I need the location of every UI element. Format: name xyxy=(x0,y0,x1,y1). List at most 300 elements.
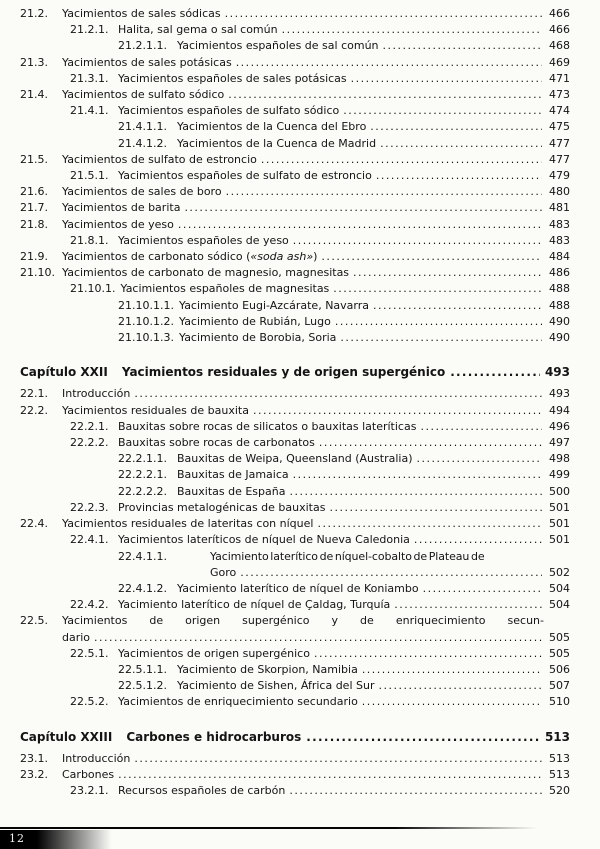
toc-entry-page-number: 490 xyxy=(549,331,570,345)
toc-entry-number: 21.10.1.2. xyxy=(118,314,174,328)
toc-entry-body xyxy=(62,249,570,265)
toc-entry-number: 22.4. xyxy=(20,517,48,531)
toc-entry-page-number: 471 xyxy=(549,71,570,85)
toc-entry xyxy=(20,767,570,783)
toc-entry xyxy=(70,233,570,249)
toc-entry xyxy=(118,484,570,500)
dotted-leader xyxy=(358,662,542,678)
toc-entry-body xyxy=(118,694,570,710)
toc-entry-page-number: 488 xyxy=(549,298,570,312)
toc-entry xyxy=(118,549,570,581)
toc-entry-page-number: 499 xyxy=(549,468,570,482)
toc-entry xyxy=(20,516,570,532)
toc-entry-body xyxy=(177,119,570,135)
toc-entry-title: Bauxitas sobre rocas de silicatos o bauxitas lateríticas xyxy=(118,419,417,433)
toc-entry xyxy=(20,200,570,216)
toc-entry-number: 22.2.2. xyxy=(70,436,109,450)
toc-entry xyxy=(118,330,570,346)
toc-entry xyxy=(70,646,570,662)
toc-entry-number: 21.8. xyxy=(20,217,48,231)
toc-entry-body xyxy=(62,55,570,71)
toc-entry-number: 22.5.1.2. xyxy=(118,679,167,693)
toc-entry-page-number: 466 xyxy=(549,7,570,20)
toc-entry-page-number: 504 xyxy=(549,581,570,595)
toc-entry-line1 xyxy=(120,281,570,297)
dotted-leader xyxy=(379,38,542,54)
dotted-leader xyxy=(317,249,542,265)
toc-chapter-body xyxy=(122,364,570,380)
toc-entry-body xyxy=(177,484,570,500)
toc-entry-body xyxy=(62,184,570,200)
toc-entry-title: Yacimientos de barita xyxy=(62,201,181,215)
toc-entry-title: Bauxitas de España xyxy=(177,484,286,498)
toc-entry xyxy=(70,22,570,38)
toc-entry-body xyxy=(62,152,570,168)
toc-entry-body xyxy=(118,500,570,516)
dotted-leader xyxy=(331,314,542,330)
toc-entry-title: Recursos españoles de carbón xyxy=(118,784,286,798)
toc-entry-page-number: 469 xyxy=(549,55,570,69)
toc-entry-body xyxy=(118,168,570,184)
toc-entry xyxy=(70,783,570,799)
toc-entry-title: Yacimientos de sales sódicas xyxy=(62,7,221,20)
toc-entry xyxy=(20,152,570,168)
footer-page-number: 12 xyxy=(9,832,25,845)
toc-entry xyxy=(118,678,570,694)
toc-entry-page-number: 498 xyxy=(549,452,570,466)
toc-entry-title: Yacimientos españoles de sulfato de estroncio xyxy=(118,169,372,183)
toc-entry-body xyxy=(118,419,570,435)
dotted-leader xyxy=(349,265,542,281)
toc-entry-line2 xyxy=(210,565,570,581)
toc-entry-page-number: 501 xyxy=(549,533,570,547)
toc-entry xyxy=(118,467,570,483)
toc-entry xyxy=(118,136,570,152)
dotted-leader xyxy=(347,71,542,87)
toc-entry-number: 22.2. xyxy=(20,403,48,417)
dotted-leader xyxy=(222,184,542,200)
toc-entry-number: 21.10.1.1. xyxy=(118,298,174,312)
toc-entry-page-number: 513 xyxy=(549,767,570,781)
dotted-leader xyxy=(310,646,542,662)
toc-entry-title: Yacimientos de enriquecimiento secundario xyxy=(118,695,358,709)
toc-entry-page-number: 493 xyxy=(549,387,570,401)
toc-entry-number: 21.3.1. xyxy=(70,71,109,85)
toc-entry-line1 xyxy=(62,751,570,767)
toc-entry-title: Yacimientos españoles de magnesitas xyxy=(120,282,330,296)
toc-entry-title: Yacimientos españoles de yeso xyxy=(118,233,289,247)
toc-entry xyxy=(20,265,570,281)
dotted-leader xyxy=(174,217,542,233)
toc-entry-body xyxy=(177,136,570,152)
toc-entry-page-number: 502 xyxy=(549,565,570,579)
toc-entry-line1 xyxy=(177,451,570,467)
toc-entry-line1 xyxy=(177,136,570,152)
toc-entry-body xyxy=(177,38,570,54)
toc-entry-body xyxy=(62,613,570,645)
toc-entry-title: Yacimiento Eugi-Azcárate, Navarra xyxy=(178,298,370,312)
toc-entry-title: Yacimiento laterítico de níquel de Çaldag, Turquía xyxy=(118,598,391,612)
dotted-leader xyxy=(90,630,542,646)
toc-entry-body xyxy=(179,314,570,330)
dotted-leader xyxy=(336,330,542,346)
toc-entry-number: 21.6. xyxy=(20,185,48,199)
toc-entry-page-number: 483 xyxy=(549,233,570,247)
dotted-leader xyxy=(369,298,542,314)
toc-entry-line1 xyxy=(118,646,570,662)
toc-entry-title-continued: Goro xyxy=(210,565,237,579)
toc-entry-title: Yacimientos de sales potásicas xyxy=(62,55,232,69)
toc-entry-page-number: 475 xyxy=(549,120,570,134)
toc-entry-number: 21.7. xyxy=(20,201,48,215)
toc-entry-line1 xyxy=(118,71,570,87)
toc-entry-line1 xyxy=(118,597,570,613)
toc-entry-number: 22.2.1.1. xyxy=(118,452,167,466)
toc-entry xyxy=(118,298,570,314)
toc-entry xyxy=(20,249,570,265)
toc-entry-line1 xyxy=(62,767,570,783)
toc-entry-page-number: 510 xyxy=(549,695,570,709)
toc-entry-number: 22.2.3. xyxy=(70,500,109,514)
dotted-leader xyxy=(412,451,542,467)
toc-entry-body xyxy=(179,330,570,346)
toc-entry-page-number: 484 xyxy=(549,250,570,264)
toc-entry-line1 xyxy=(177,678,570,694)
toc-entry-number: 22.5.1. xyxy=(70,646,109,660)
dotted-leader xyxy=(289,467,542,483)
toc-entry-number: 23.2.1. xyxy=(70,784,109,798)
toc-entry-page-number: 501 xyxy=(549,500,570,514)
toc-entry-body xyxy=(177,451,570,467)
dotted-leader xyxy=(232,55,542,71)
toc-entry-line1 xyxy=(62,403,570,419)
toc-entry-number: 21.4.1. xyxy=(70,104,109,118)
dotted-leader xyxy=(130,751,542,767)
toc-entry-title: Yacimientos de la Cuenca de Madrid xyxy=(177,136,377,150)
toc-entry xyxy=(20,386,570,402)
toc-entry-number: 21.4. xyxy=(20,88,48,102)
toc-entry xyxy=(70,694,570,710)
toc-entry-title: Yacimientos de sulfato de estroncio xyxy=(62,152,257,166)
dotted-leader xyxy=(289,233,542,249)
toc-entry xyxy=(70,281,570,297)
toc-entry-page-number: 505 xyxy=(549,630,570,644)
toc-chapter-line xyxy=(122,364,570,380)
toc-entry-title: Yacimientos de yeso xyxy=(62,217,174,231)
dotted-leader xyxy=(236,565,542,581)
toc-chapter-title: Yacimientos residuales y de origen supergénico xyxy=(121,365,446,380)
toc-entry-line1 xyxy=(118,532,570,548)
dotted-leader xyxy=(257,152,542,168)
dotted-leader xyxy=(329,281,542,297)
toc-entry-title-continued: dario xyxy=(62,630,91,644)
toc-chapter-heading xyxy=(20,729,570,745)
toc-entry-line1 xyxy=(62,87,570,103)
toc-entry xyxy=(118,314,570,330)
table-of-contents xyxy=(20,6,570,799)
toc-entry-title: Yacimientos de origen supergénico y de enriquecimiento secun- xyxy=(62,614,544,628)
toc-entry-title: Yacimientos de origen supergénico xyxy=(118,646,310,660)
toc-entry-page-number: 501 xyxy=(549,517,570,531)
toc-entry-number: 21.9. xyxy=(20,250,48,264)
toc-entry-page-number: 477 xyxy=(549,152,570,166)
dotted-leader xyxy=(366,119,542,135)
toc-entry xyxy=(118,119,570,135)
toc-entry-body xyxy=(62,265,570,281)
footer-page-number-badge xyxy=(0,830,116,849)
toc-entry-body xyxy=(118,783,570,799)
toc-entry xyxy=(118,38,570,54)
toc-entry-title: Provincias metalogénicas de bauxitas xyxy=(118,500,326,514)
toc-entry-body xyxy=(118,233,570,249)
toc-entry-page-number: 479 xyxy=(549,169,570,183)
toc-entry-body xyxy=(118,646,570,662)
toc-entry-title: Yacimiento de Skorpion, Namibia xyxy=(177,662,358,676)
dotted-leader xyxy=(130,386,542,402)
toc-entry-body xyxy=(118,435,570,451)
toc-entry-number: 22.4.2. xyxy=(70,598,109,612)
toc-entry-body xyxy=(118,597,570,613)
toc-entry-line1 xyxy=(177,467,570,483)
dotted-leader xyxy=(390,597,542,613)
toc-entry-line1 xyxy=(179,298,570,314)
toc-chapter-body xyxy=(126,729,570,745)
toc-entry-title: Yacimientos españoles de sulfato sódico xyxy=(118,104,340,118)
toc-entry-body xyxy=(62,200,570,216)
toc-entry-number: 21.10.1.3. xyxy=(118,331,174,345)
toc-entry xyxy=(20,403,570,419)
toc-entry-title: Yacimientos españoles de sal común xyxy=(177,39,379,53)
dotted-leader xyxy=(224,87,542,103)
toc-entry-page-number: 483 xyxy=(549,217,570,231)
toc-entry xyxy=(70,71,570,87)
dotted-leader xyxy=(249,403,542,419)
toc-entry-number: 22.1. xyxy=(20,387,48,401)
toc-entry-line1 xyxy=(177,581,570,597)
toc-entry-line1 xyxy=(177,484,570,500)
toc-entry-title: Yacimientos residuales de bauxita xyxy=(62,403,249,417)
toc-entry-page-number: 477 xyxy=(549,136,570,150)
toc-entry-number: 23.2. xyxy=(20,767,48,781)
toc-chapter-title: Carbones e hidrocarburos xyxy=(126,729,302,744)
toc-entry-body xyxy=(118,71,570,87)
dotted-leader xyxy=(376,136,542,152)
toc-entry-line1 xyxy=(177,662,570,678)
toc-entry-body xyxy=(62,386,570,402)
dotted-leader xyxy=(301,729,540,745)
toc-chapter-page-number: 513 xyxy=(544,729,570,744)
toc-entry-number: 23.1. xyxy=(20,751,48,765)
toc-entry-page-number: 468 xyxy=(549,39,570,53)
dotted-leader xyxy=(445,364,540,380)
toc-entry-number: 21.4.1.1. xyxy=(118,120,167,134)
toc-chapter-label: Capítulo XXIII xyxy=(20,729,113,744)
dotted-leader xyxy=(339,103,542,119)
toc-entry-title: Bauxitas de Jamaica xyxy=(177,468,289,482)
toc-chapter-line xyxy=(126,729,570,745)
toc-entry xyxy=(70,103,570,119)
dotted-leader xyxy=(315,435,542,451)
toc-entry xyxy=(20,6,570,22)
toc-entry-page-number: 507 xyxy=(549,679,570,693)
dotted-leader xyxy=(416,419,542,435)
toc-entry-page-number: 504 xyxy=(549,598,570,612)
toc-entry-line1 xyxy=(118,103,570,119)
toc-entry-body xyxy=(177,467,570,483)
toc-entry-body xyxy=(118,22,570,38)
toc-entry xyxy=(70,500,570,516)
toc-entry-line1 xyxy=(62,217,570,233)
toc-entry-page-number: 496 xyxy=(549,419,570,433)
toc-entry-body xyxy=(62,751,570,767)
toc-entry xyxy=(20,217,570,233)
toc-entry-body xyxy=(177,662,570,678)
toc-entry-body xyxy=(62,516,570,532)
toc-entry-title: Introducción xyxy=(62,751,131,765)
toc-entry-line1 xyxy=(62,152,570,168)
toc-entry xyxy=(70,435,570,451)
toc-entry-body xyxy=(118,103,570,119)
toc-entry-number: 22.2.2.1. xyxy=(118,468,167,482)
toc-entry-title: Yacimientos de carbonato de magnesio, magnesitas xyxy=(62,266,350,280)
toc-entry-body xyxy=(177,581,570,597)
toc-entry-number: 22.4.1.2. xyxy=(118,581,167,595)
toc-entry-title: Yacimientos lateríticos de níquel de Nueva Caledonia xyxy=(118,533,410,547)
dotted-leader xyxy=(419,581,542,597)
toc-entry-body xyxy=(62,87,570,103)
toc-entry-page-number: 505 xyxy=(549,646,570,660)
toc-entry-body xyxy=(118,532,570,548)
toc-entry-page-number: 474 xyxy=(549,104,570,118)
toc-entry-page-number: 494 xyxy=(549,403,570,417)
toc-entry-page-number: 481 xyxy=(549,201,570,215)
toc-entry-title: Yacimiento de Sishen, África del Sur xyxy=(177,679,375,693)
toc-entry-line1 xyxy=(118,168,570,184)
dotted-leader xyxy=(221,6,542,22)
toc-entry xyxy=(118,581,570,597)
toc-entry-title: Yacimientos de la Cuenca del Ebro xyxy=(177,120,367,134)
toc-entry-title: Yacimientos de carbonato sódico («soda ash») xyxy=(62,250,318,264)
toc-entry-line1 xyxy=(62,386,570,402)
toc-entry-number: 22.4.1.1. xyxy=(118,549,167,563)
toc-entry-number: 21.4.1.2. xyxy=(118,136,167,150)
dotted-leader xyxy=(372,168,542,184)
toc-entry-title: Yacimientos residuales de lateritas con níquel xyxy=(62,517,314,531)
toc-entry-page-number: 500 xyxy=(549,484,570,498)
toc-entry-title: Bauxitas de Weipa, Queensland (Australia) xyxy=(177,452,413,466)
toc-entry-number: 21.2.1. xyxy=(70,23,109,37)
toc-entry-page-number: 513 xyxy=(549,751,570,765)
toc-entry-page-number: 480 xyxy=(549,185,570,199)
toc-entry xyxy=(70,532,570,548)
toc-entry-body xyxy=(62,403,570,419)
toc-entry-title: Introducción xyxy=(62,387,131,401)
toc-entry-line1 xyxy=(177,38,570,54)
toc-entry-line1 xyxy=(62,613,570,629)
toc-entry-number: 21.8.1. xyxy=(70,233,109,247)
toc-entry-line1 xyxy=(118,233,570,249)
dotted-leader xyxy=(374,678,542,694)
toc-entry-page-number: 473 xyxy=(549,88,570,102)
toc-entry-line1 xyxy=(62,200,570,216)
toc-entry-title: Yacimiento laterítico de níquel de Koniambo xyxy=(177,581,419,595)
toc-entry xyxy=(70,168,570,184)
toc-entry-page-number: 506 xyxy=(549,662,570,676)
toc-entry-line1 xyxy=(118,435,570,451)
toc-chapter-label: Capítulo XXII xyxy=(20,365,108,380)
toc-entry-body xyxy=(62,767,570,783)
toc-entry-line1 xyxy=(118,694,570,710)
toc-entry-line1 xyxy=(62,516,570,532)
toc-entry-number: 22.5.1.1. xyxy=(118,662,167,676)
toc-entry-title: Halita, sal gema o sal común xyxy=(118,23,278,37)
toc-entry-number: 21.10.1. xyxy=(70,282,116,296)
toc-entry-title: Carbones xyxy=(62,767,115,781)
toc-entry-line1 xyxy=(177,119,570,135)
toc-entry-line1 xyxy=(118,500,570,516)
footer-rule xyxy=(0,827,548,829)
toc-entry-number: 22.2.2.2. xyxy=(118,484,167,498)
toc-entry-line1 xyxy=(62,265,570,281)
toc-entry-body xyxy=(179,298,570,314)
toc-chapter-heading xyxy=(20,364,570,380)
toc-entry-number: 22.4.1. xyxy=(70,533,109,547)
toc-entry-number: 21.2.1.1. xyxy=(118,39,167,53)
toc-entry-body xyxy=(62,6,570,22)
toc-entry xyxy=(20,55,570,71)
toc-entry-number: 21.2. xyxy=(20,7,48,20)
toc-entry-line1 xyxy=(62,55,570,71)
toc-entry-title: Yacimientos de sales de boro xyxy=(62,185,222,199)
toc-entry-line1 xyxy=(179,314,570,330)
toc-chapter-page-number: 493 xyxy=(544,365,570,380)
dotted-leader xyxy=(180,200,542,216)
toc-entry xyxy=(20,751,570,767)
toc-entry-body xyxy=(62,217,570,233)
dotted-leader xyxy=(114,767,542,783)
toc-entry-line1 xyxy=(62,6,570,22)
toc-entry-page-number: 490 xyxy=(549,314,570,328)
toc-entry xyxy=(118,662,570,678)
toc-entry xyxy=(118,451,570,467)
toc-entry-body xyxy=(177,678,570,694)
toc-entry-page-number: 466 xyxy=(549,23,570,37)
toc-entry-line1 xyxy=(210,549,570,565)
toc-entry-line1 xyxy=(179,330,570,346)
toc-entry-number: 21.5.1. xyxy=(70,169,109,183)
toc-entry-number: 21.10. xyxy=(20,266,55,280)
toc-entry-page-number: 497 xyxy=(549,436,570,450)
toc-entry-number: 22.5.2. xyxy=(70,695,109,709)
toc-entry-title: Yacimiento laterítico de níquel-cobalto de Plateau de xyxy=(210,549,485,563)
toc-entry-number: 22.2.1. xyxy=(70,419,109,433)
toc-entry-page-number: 520 xyxy=(549,784,570,798)
dotted-leader xyxy=(325,500,542,516)
toc-entry xyxy=(70,419,570,435)
toc-entry-number: 21.5. xyxy=(20,152,48,166)
dotted-leader xyxy=(285,783,542,799)
toc-entry-title: Yacimiento de Borobia, Soria xyxy=(178,331,337,345)
toc-entry-page-number: 488 xyxy=(549,282,570,296)
toc-entry-line1 xyxy=(62,249,570,265)
dotted-leader xyxy=(285,484,542,500)
toc-entry-number: 22.5. xyxy=(20,614,48,628)
toc-entry-line2 xyxy=(62,630,570,646)
dotted-leader xyxy=(358,694,542,710)
toc-entry-line1 xyxy=(118,22,570,38)
toc-entry-page-number: 486 xyxy=(549,266,570,280)
toc-entry-title: Bauxitas sobre rocas de carbonatos xyxy=(118,436,315,450)
